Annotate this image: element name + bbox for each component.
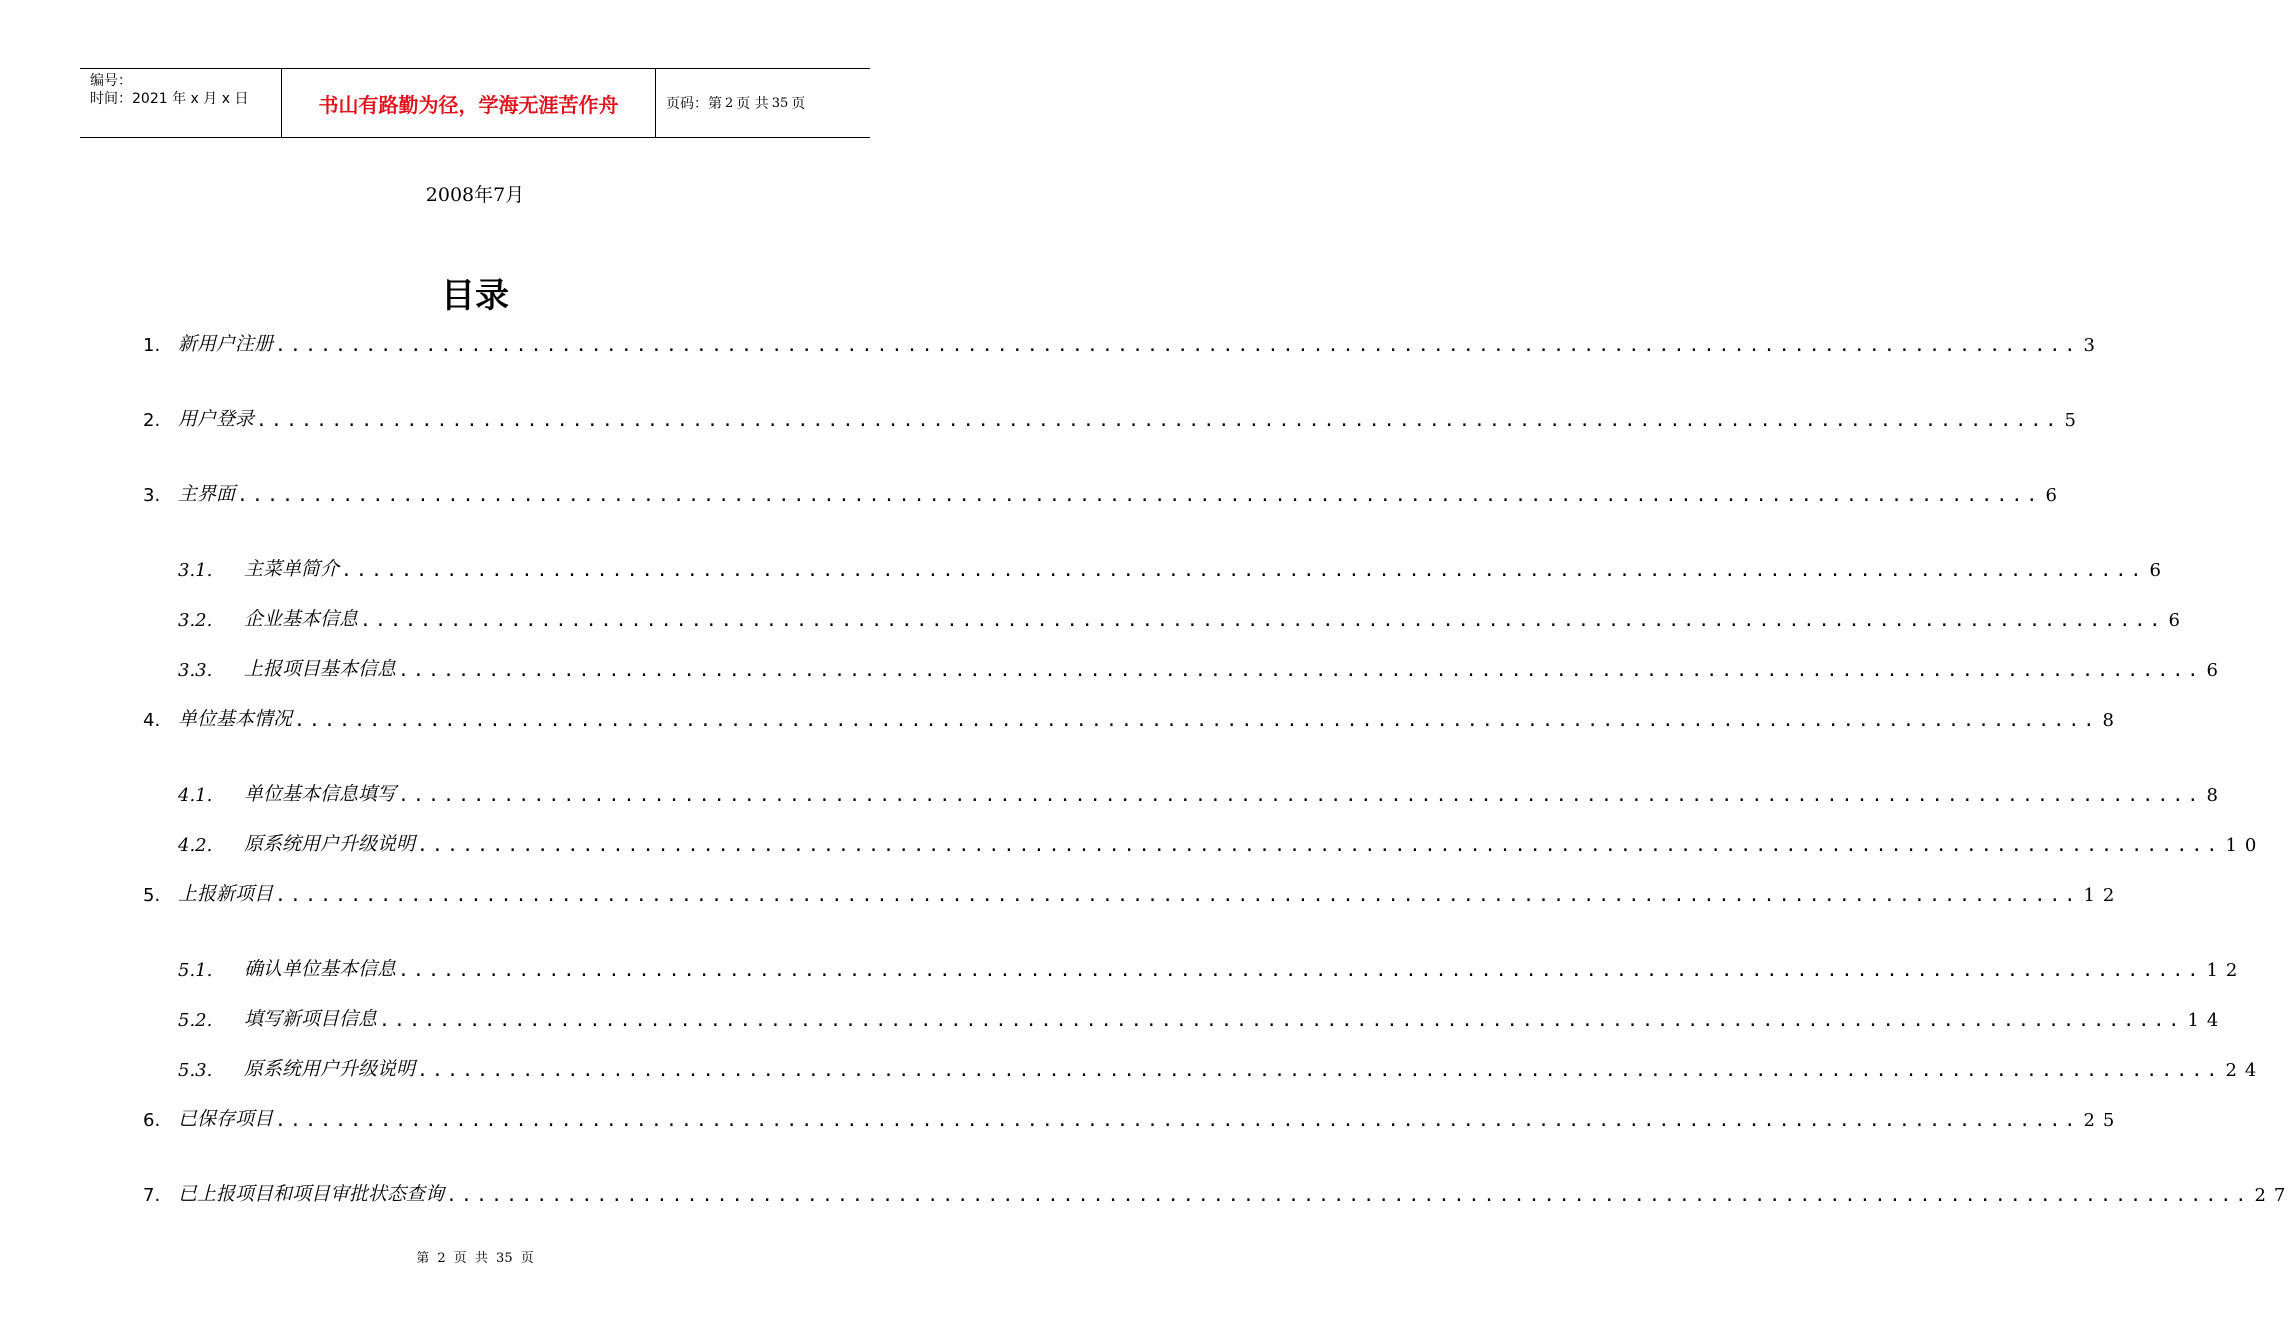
toc-entry[interactable] bbox=[143, 405, 2084, 431]
toc-entry-page: 12 bbox=[2206, 960, 2246, 981]
toc-leader-dots: ........................................................................................................................ bbox=[417, 835, 2222, 856]
toc-leader-dots: ........................................................................................................................ bbox=[446, 1185, 2251, 1206]
toc-entry-page: 6 bbox=[2149, 560, 2169, 581]
toc-entry-title: 已上报项目和项目审批状态查询 bbox=[178, 1183, 445, 1205]
toc-leader-dots: ........................................................................................................................ bbox=[398, 785, 2203, 806]
toc-entry-page: 6 bbox=[2206, 660, 2226, 681]
toc-entry-title: 原系统用户升级说明 bbox=[244, 833, 416, 855]
page-mid: 页 共 bbox=[736, 96, 769, 112]
toc-entry-title: 填写新项目信息 bbox=[244, 1008, 378, 1030]
toc-leader-dots: ........................................................................................................................ bbox=[294, 710, 2099, 731]
toc-entry-number: 3. bbox=[143, 485, 161, 506]
page-header bbox=[80, 68, 870, 138]
toc-leader-dots: ........................................................................................................................ bbox=[237, 485, 2042, 506]
toc-entry-title: 原系统用户升级说明 bbox=[244, 1058, 416, 1080]
toc-leader-dots: ........................................................................................................................ bbox=[275, 1110, 2080, 1131]
page-footer: 第 2 页 共 35 页 bbox=[416, 1251, 534, 1266]
toc-entry-title: 已保存项目 bbox=[178, 1108, 274, 1130]
toc-entry-page: 6 bbox=[2168, 610, 2188, 631]
toc-entry-number: 5.2. bbox=[178, 1010, 213, 1031]
toc-entry-page: 6 bbox=[2045, 485, 2065, 506]
page-total: 35 bbox=[771, 95, 789, 111]
toc-entry-page: 14 bbox=[2187, 1010, 2227, 1031]
toc-leader-dots: ........................................................................................................................ bbox=[360, 610, 2165, 631]
page-current: 2 bbox=[725, 95, 734, 111]
header-meta bbox=[80, 69, 282, 137]
toc-leader-dots: ........................................................................................................................ bbox=[398, 960, 2203, 981]
toc-entry-title: 主菜单简介 bbox=[244, 558, 340, 580]
toc-entry-title: 主界面 bbox=[178, 483, 236, 505]
toc-leader-dots: ........................................................................................................................ bbox=[275, 335, 2080, 356]
time-label: 时间：2021 年 x 月 x 日 bbox=[90, 91, 249, 107]
toc-entry-number: 7. bbox=[143, 1185, 161, 1206]
toc-entry-page: 10 bbox=[2225, 835, 2265, 856]
toc-entry[interactable] bbox=[178, 830, 2265, 856]
header-motto: 书山有路勤为径，学海无涯苦作舟 bbox=[282, 69, 656, 137]
document-date: 2008年7月 bbox=[425, 184, 525, 206]
toc-entry-page: 8 bbox=[2206, 785, 2226, 806]
toc-leader-dots: ........................................................................................................................ bbox=[417, 1060, 2222, 1081]
toc-entry-number: 3.3. bbox=[178, 660, 213, 681]
toc-entry-number: 3.2. bbox=[178, 610, 213, 631]
serial-label: 编号： bbox=[90, 73, 132, 89]
page-label: 页码：第 bbox=[666, 96, 722, 112]
toc-entry[interactable] bbox=[143, 1105, 2123, 1131]
toc-entry[interactable] bbox=[143, 1180, 2293, 1206]
toc-entry[interactable] bbox=[143, 705, 2122, 731]
toc-entry-title: 企业基本信息 bbox=[244, 608, 359, 630]
toc-entry[interactable] bbox=[143, 330, 2103, 356]
toc-entry-title: 新用户注册 bbox=[178, 333, 274, 355]
toc-entry-page: 12 bbox=[2083, 885, 2123, 906]
toc-entry-number: 4.1. bbox=[178, 785, 213, 806]
toc-entry-number: 2. bbox=[143, 410, 161, 431]
header-page-info bbox=[656, 69, 870, 137]
toc-entry[interactable] bbox=[178, 655, 2226, 681]
toc-entry[interactable] bbox=[143, 880, 2123, 906]
toc-leader-dots: ........................................................................................................................ bbox=[398, 660, 2203, 681]
toc-entry-number: 5.1. bbox=[178, 960, 213, 981]
toc-entry-number: 3.1. bbox=[178, 560, 213, 581]
toc-entry[interactable] bbox=[178, 555, 2169, 581]
toc-entry-number: 4.2. bbox=[178, 835, 213, 856]
toc-leader-dots: ........................................................................................................................ bbox=[256, 410, 2061, 431]
toc-entry-page: 8 bbox=[2102, 710, 2122, 731]
page-end: 页 bbox=[791, 96, 806, 112]
toc-entry-number: 1. bbox=[143, 335, 161, 356]
toc-entry-title: 单位基本信息填写 bbox=[244, 783, 397, 805]
toc-leader-dots: ........................................................................................................................ bbox=[379, 1010, 2184, 1031]
toc-entry-page: 24 bbox=[2225, 1060, 2265, 1081]
toc-entry[interactable] bbox=[178, 1055, 2265, 1081]
toc-leader-dots: ........................................................................................................................ bbox=[275, 885, 2080, 906]
toc-entry[interactable] bbox=[178, 1005, 2227, 1031]
toc-entry-page: 3 bbox=[2083, 335, 2103, 356]
toc-entry-page: 25 bbox=[2083, 1110, 2123, 1131]
toc-entry-page: 27 bbox=[2254, 1185, 2293, 1206]
toc-entry[interactable] bbox=[178, 955, 2246, 981]
toc-entry-title: 用户登录 bbox=[178, 408, 255, 430]
toc-entry[interactable] bbox=[178, 780, 2226, 806]
toc-entry-number: 4. bbox=[143, 710, 161, 731]
toc-entry-title: 单位基本情况 bbox=[178, 708, 293, 730]
toc-leader-dots: ........................................................................................................................ bbox=[341, 560, 2146, 581]
toc-entry-title: 上报项目基本信息 bbox=[244, 658, 397, 680]
toc-entry-number: 6. bbox=[143, 1110, 161, 1131]
toc-title: 目录 bbox=[441, 276, 509, 316]
toc-entry[interactable] bbox=[178, 605, 2188, 631]
toc-entry-title: 上报新项目 bbox=[178, 883, 274, 905]
toc-entry-number: 5.3. bbox=[178, 1060, 213, 1081]
toc-entry-number: 5. bbox=[143, 885, 161, 906]
toc-entry[interactable] bbox=[143, 480, 2065, 506]
toc-entry-page: 5 bbox=[2064, 410, 2084, 431]
toc-entry-title: 确认单位基本信息 bbox=[244, 958, 397, 980]
